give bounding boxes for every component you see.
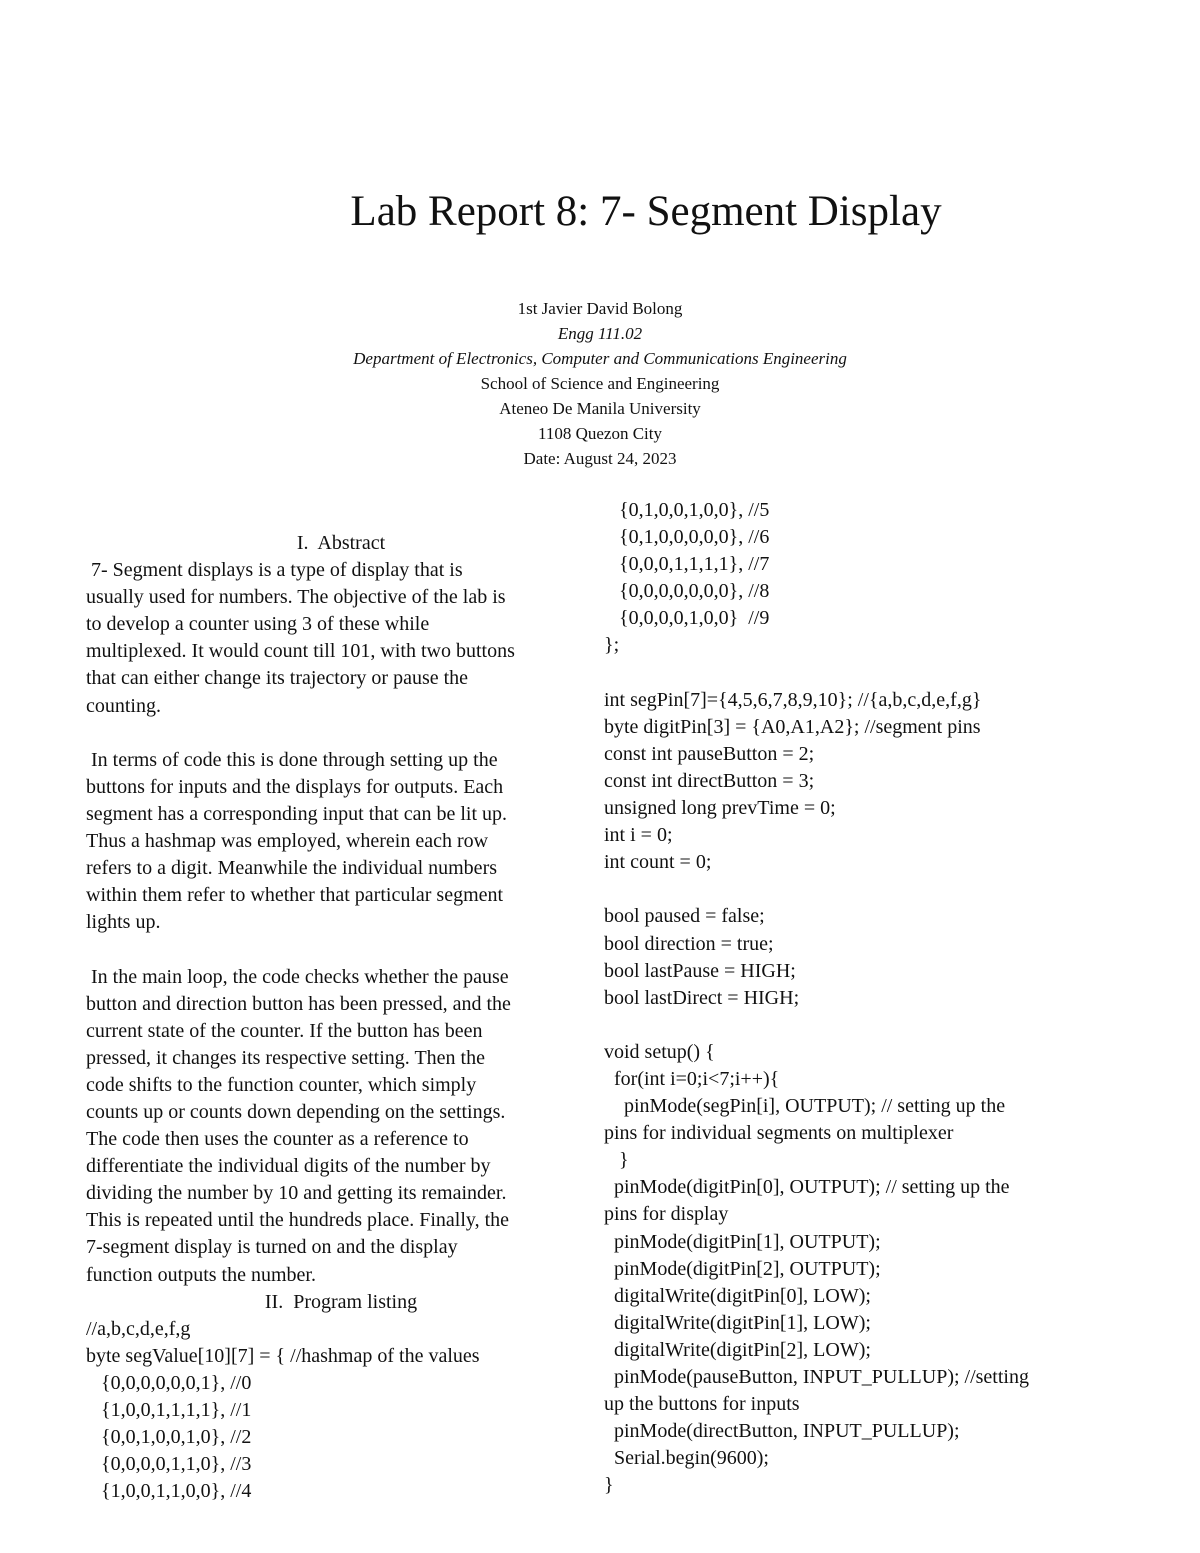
text-line: byte digitPin[3] = {A0,A1,A2}; //segment pins: [604, 715, 981, 738]
text-line: {0,0,0,1,1,1,1}, //7: [604, 553, 770, 576]
blank-line: [86, 720, 596, 747]
right-column: [604, 497, 1124, 1499]
text-line: bool lastDirect = HIGH;: [604, 986, 800, 1009]
text-line: dividing the number by 10 and getting its remainder.: [86, 1182, 507, 1205]
text-line: differentiate the individual digits of the number by: [86, 1155, 491, 1178]
author-city: 1108 Quezon City: [537, 424, 663, 443]
text-line: that can either change its trajectory or pause the: [86, 667, 469, 690]
text-line: pinMode(digitPin[2], OUTPUT);: [604, 1257, 881, 1280]
text-line: unsigned long prevTime = 0;: [604, 797, 836, 820]
section-heading: II. Program listing: [264, 1290, 418, 1313]
text-line: };: [604, 634, 620, 657]
text-line: {0,0,0,0,1,1,0}, //3: [86, 1453, 252, 1476]
author-university: Ateneo De Manila University: [499, 399, 701, 418]
text-line: pinMode(pauseButton, INPUT_PULLUP); //setting: [604, 1366, 1029, 1388]
text-line: function outputs the number.: [86, 1263, 316, 1286]
page-title: Lab Report 8: 7- Segment Display: [350, 188, 942, 235]
text-line: }: [604, 1149, 629, 1172]
text-line: const int pauseButton = 2;: [604, 742, 815, 765]
blank-line: [604, 876, 1124, 903]
text-line: In terms of code this is done through setting up the: [86, 748, 498, 771]
text-line: to develop a counter using 3 of these while: [86, 613, 430, 636]
text-line: pressed, it changes its respective setting. Then the: [86, 1046, 485, 1069]
text-line: buttons for inputs and the displays for outputs. Each: [86, 775, 504, 798]
text-line: counts up or counts down depending on the settings.: [86, 1100, 506, 1123]
text-line: byte segValue[10][7] = { //hashmap of the values: [86, 1344, 480, 1367]
text-line: multiplexed. It would count till 101, with two buttons: [86, 640, 515, 663]
text-line: up the buttons for inputs: [604, 1393, 800, 1416]
text-line: {0,0,0,0,0,0,1}, //0: [86, 1371, 252, 1394]
text-line: const int directButton = 3;: [604, 769, 815, 792]
text-line: pinMode(segPin[i], OUTPUT); // setting up the: [604, 1095, 1006, 1118]
blank-line: [86, 936, 596, 963]
text-line: {0,1,0,0,1,0,0}, //5: [604, 499, 770, 521]
text-line: {0,0,0,0,1,0,0} //9: [604, 607, 770, 630]
text-line: pinMode(digitPin[1], OUTPUT);: [604, 1230, 881, 1253]
text-line: int i = 0;: [604, 824, 673, 847]
text-line: {0,1,0,0,0,0,0}, //6: [604, 526, 770, 549]
text-line: int segPin[7]={4,5,6,7,8,9,10}; //{a,b,c,d,e,f,g}: [604, 688, 982, 711]
text-line: {0,0,1,0,0,1,0}, //2: [86, 1426, 252, 1449]
left-column: [86, 530, 596, 1505]
author-school: School of Science and Engineering: [480, 374, 720, 393]
text-line: current state of the counter. If the button has been: [86, 1019, 483, 1042]
blank-line: [604, 1012, 1124, 1039]
text-line: digitalWrite(digitPin[2], LOW);: [604, 1338, 871, 1361]
report-date: Date: August 24, 2023: [523, 449, 677, 468]
text-line: lights up.: [86, 911, 161, 934]
text-line: This is repeated until the hundreds place. Finally, the: [86, 1209, 510, 1232]
text-line: }: [604, 1474, 614, 1497]
text-line: button and direction button has been pressed, and the: [86, 992, 511, 1015]
text-line: refers to a digit. Meanwhile the individual numbers: [86, 857, 498, 880]
text-line: for(int i=0;i<7;i++){: [604, 1067, 780, 1090]
text-line: Serial.begin(9600);: [604, 1447, 769, 1470]
author-block: [0, 296, 1200, 471]
author-name: 1st Javier David Bolong: [517, 299, 683, 318]
text-line: void setup() {: [604, 1040, 715, 1063]
text-line: bool paused = false;: [604, 905, 765, 928]
text-line: counting.: [86, 694, 161, 717]
text-line: {1,0,0,1,1,1,1}, //1: [86, 1399, 252, 1421]
author-course: Engg 111.02: [557, 324, 643, 343]
text-line: usually used for numbers. The objective of the lab is: [86, 586, 506, 609]
author-department: Department of Electronics, Computer and Communications Engineering: [353, 349, 847, 368]
text-line: //a,b,c,d,e,f,g: [86, 1317, 191, 1340]
text-line: pins for individual segments on multiplexer: [604, 1122, 954, 1145]
text-line: {0,0,0,0,0,0,0}, //8: [604, 580, 770, 603]
text-line: segment has a corresponding input that can be lit up.: [86, 802, 508, 825]
text-line: int count = 0;: [604, 851, 712, 874]
text-line: pins for display: [604, 1203, 729, 1226]
text-line: {1,0,0,1,1,0,0}, //4: [86, 1480, 252, 1503]
text-line: bool lastPause = HIGH;: [604, 959, 796, 982]
text-line: In the main loop, the code checks whether the pause: [86, 965, 509, 988]
text-line: 7- Segment displays is a type of display that is: [86, 559, 463, 582]
text-line: digitalWrite(digitPin[1], LOW);: [604, 1311, 871, 1334]
text-line: pinMode(digitPin[0], OUTPUT); // setting up the: [604, 1176, 1010, 1199]
blank-line: [604, 660, 1124, 687]
text-line: within them refer to whether that particular segment: [86, 884, 504, 907]
text-line: The code then uses the counter as a reference to: [86, 1128, 469, 1151]
text-line: bool direction = true;: [604, 932, 774, 955]
section-heading: I. Abstract: [296, 532, 386, 554]
text-line: code shifts to the function counter, which simply: [86, 1073, 477, 1096]
text-line: pinMode(directButton, INPUT_PULLUP);: [604, 1420, 960, 1443]
text-line: digitalWrite(digitPin[0], LOW);: [604, 1284, 871, 1307]
text-line: 7-segment display is turned on and the display: [86, 1236, 458, 1259]
text-line: Thus a hashmap was employed, wherein each row: [86, 830, 489, 853]
